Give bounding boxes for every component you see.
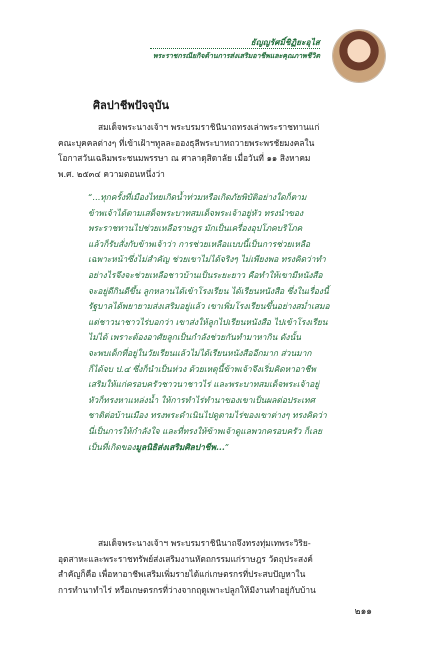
quote-line: พระราชทานไปช่วยเหลือราษฎร มักเป็นเครื่องอุปโภคบริโภค (88, 223, 303, 234)
paragraph-line: โอกาสวันเฉลิมพระชนมพรรษา ณ ศาลาดุสิดาลัย เมื่อวันที่ ๑๑ สิงหาคม (58, 153, 311, 164)
paragraph-line: สมเด็จพระนางเจ้าฯ พระบรมราชินีนาถจึงทรงทุ่มเทพระวิริย- (98, 538, 311, 548)
paragraph-line: พ.ศ. ๒๕๓๔ ความตอนหนึ่งว่า (58, 168, 165, 179)
quote-close-mark: ” (224, 441, 230, 452)
quote-last-line (88, 440, 378, 456)
header-subtitle: พระราชกรณียกิจด้านการส่งเสริมอาชีพและคุณภาพชีวิต (152, 52, 320, 60)
paragraph-line: การทำนาทำไร่ หรือเกษตรกรที่ว่างจากฤดูเพาะปลูกให้มีงานทำอยู่กับบ้าน (58, 584, 316, 595)
quote-line: ไม่ได้ เพราะต้องอาศัยลูกเป็นกำลังช่วยกันทำมาหากิน ดังนั้น (88, 332, 301, 343)
quote-line: จะอยู่ดีกินดีขึ้น ลูกหลานได้เข้าโรงเรียน ได้เรียนหนังสือ ซึ่งในเรื่องนี้ (88, 285, 329, 296)
foundation-name: มูลนิธิส่งเสริมศิลปาชีพ... (135, 441, 225, 452)
header-author: ธัญญรัศมิ์ชิฏิยะอุไส (250, 38, 320, 47)
quote-line: ชาติต่อบ้านเมือง ทรงพระดำเนินไปดูตามไร่ของเขาต่างๆ ทรงคิดว่า (88, 410, 327, 421)
quote-line: เฉพาะหน้าซึ่งไม่สำคัญ ช่วยเขาไม่ได้จริงๆ ไม่เพียงพอ ทรงคิดว่าทำ (88, 254, 326, 265)
quote-line: รัฐบาลได้พยายามส่งเสริมอยู่แล้ว เขาเพิ่มโรงเรียนขึ้นอย่างสม่ำเสมอ (88, 301, 330, 312)
royal-quote (88, 190, 378, 455)
page-title: ศิลปาชีพปัจจุบัน (93, 99, 169, 112)
quote-line: ก็ได้จบ ป.๔ ซึ่งก็นำเป็นห่วง ด้วยเหตุนี้ข้าพเจ้าจึงเริ่มคิดหาอาชีพ (88, 363, 316, 374)
author-portrait (333, 30, 385, 82)
paragraph-line: สมเด็จพระนางเจ้าฯ พระบรมราชินีนาถทรงเล่าพระราชทานแก่ (98, 122, 320, 132)
quote-line: แล้วก็รับสั่งกับข้าพเจ้าว่า การช่วยเหลือแบบนี้เป็นการช่วยเหลือ (88, 238, 311, 249)
paragraph-line: คณะบุคคลต่างๆ ที่เข้าเฝ้าฯทูลละอองธุลีพระบาทถวายพระพรชัยมงคลใน (58, 137, 315, 148)
header-divider (150, 48, 320, 49)
quote-line: เสริมให้แก่ครอบครัวชาวนาชาวไร่ และพระบาทสมเด็จพระเจ้าอยู่ (88, 379, 320, 390)
quote-line: นี่เป็นการให้กำลังใจ และที่ทรงให้ข้าพเจ้าดูแลพวกครอบครัว ก็เลย (88, 425, 323, 436)
quote-line: จะพบเด็กที่อยู่ในวัยเรียนแล้วไม่ได้เรียนหนังสืออีกมาก ส่วนมาก (88, 347, 312, 358)
quote-last-prefix: เป็นที่เกิดของ (88, 441, 136, 452)
outro-paragraph (58, 536, 378, 598)
paragraph-line: อุตสาหะและพระราชทรัพย์ส่งเสริมงานหัตถกรรมแก่ราษฎร วัตถุประสงค์ (58, 553, 313, 564)
quote-line: “...ทุกครั้งที่เมืองไทยเกิดน้ำท่วมหรือเกิดภัยพิบัติอย่างใดก็ตาม (88, 192, 307, 202)
quote-line: อย่างไรจึงจะช่วยเหลือชาวบ้านเป็นระยะยาว คือทำให้เขามีหนังสือ (88, 269, 323, 280)
page-number: ๒๑๑ (354, 607, 372, 617)
quote-line: ข้าพเจ้าได้ตามเสด็จพระบาทสมเด็จพระเจ้าอยู่หัว ทรงนำของ (88, 207, 304, 218)
quote-line: แต่ชาวนาชาวไร่บอกว่า เขาส่งให้ลูกไปเรียนหนังสือ ไปเข้าโรงเรียน (88, 316, 328, 327)
quote-line: หัวก็ทรงหาแหล่งน้ำ ให้การทำไร่ทำนาของเขาเป็นผลต่อประเทศ (88, 394, 315, 405)
intro-paragraph (58, 120, 378, 182)
paragraph-line: สำคัญก็คือ เพื่อหาอาชีพเสริมเพิ่มรายได้แก่เกษตรกรที่ประสบปัญหาใน (58, 569, 306, 580)
